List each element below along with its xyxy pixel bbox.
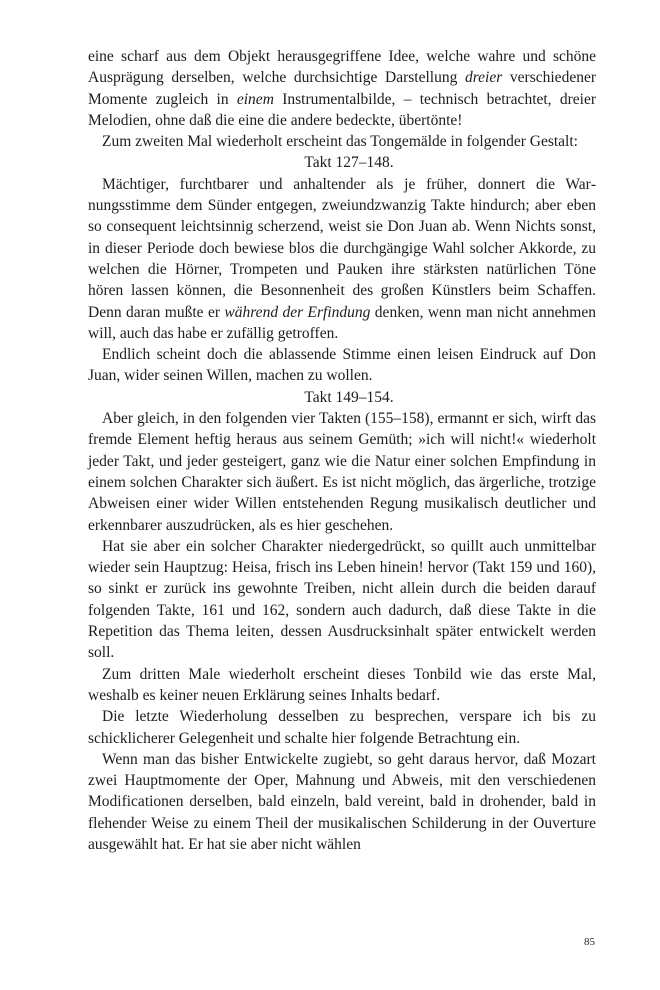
page-body xyxy=(88,46,596,855)
section-heading-takt-127-148: Takt 127–148. xyxy=(304,154,394,172)
paragraph-3 xyxy=(88,174,596,344)
paragraph-7: Zum dritten Male wiederholt erscheint dieses Tonbild wie das erste Mal, weshalb es keiner neuen Erklärung seines Inhalts bedarf. xyxy=(88,665,596,704)
paragraph-2: Zum zweiten Mal wiederholt erscheint das Tongemälde in folgender Gestalt: xyxy=(102,133,578,151)
paragraph-9: Wenn man das bisher Entwickelte zugiebt, so geht daraus hervor, daß Mozart zwei Hauptmomente der Oper, Mahnung und Abweis, mit den verschiedenen Modificationen derselben, bald einzeln, bald vereint, bald in drohender, bald in flehender Weise zu einem Theil der musikalischen Schilderung in der Ouverture ausgewählt hat. Er hat sie aber nicht wählen xyxy=(88,750,596,853)
paragraph-3-emphasis: während der Erfindung xyxy=(224,303,371,321)
page-number: 85 xyxy=(584,936,595,948)
paragraph-1-text-e: Instrumentalbilde, – technisch betrachtet, dreier Melodien, ohne daß die eine die andere bedeckte, übertönte! xyxy=(88,90,596,129)
paragraph-1-emphasis-dreier: dreier xyxy=(464,69,503,87)
paragraph-1-text-c: verschiedener Momente zugleich in xyxy=(88,69,596,108)
paragraph-6: Hat sie aber ein solcher Charakter niedergedrückt, so quillt auch unmittelbar wieder sein Hauptzug: Heisa, frisch ins Leben hinein! hervor (Takt 159 und 160), so sinkt er zurück ins gewohnte Treiben, nicht allein durch die beiden darauf folgenden Takte, 161 und 162, sondern auch dadurch, daß diese Takte in die Repetition das Thema leiten, dessen Ausdrucksinhalt später entwickelt werden soll. xyxy=(88,537,596,662)
paragraph-4: Endlich scheint doch die ablassende Stimme einen leisen Eindruck auf Don Juan, wider seinen Willen, machen zu wollen. xyxy=(88,346,596,385)
section-heading-takt-149-154: Takt 149–154. xyxy=(304,388,394,406)
paragraph-5: Aber gleich, in den folgenden vier Takten (155–158), ermannt er sich, wirft das fremde Element heftig heraus aus seinem Gemüth; »ich will nicht!« wiederholt jeder Takt, und jeder gesteigert, ganz wie die Natur einer solchen Empfindung in einem solchen Charakter sich äußert. Es ist nicht möglich, das ärgerliche, trotzige Abweisen einer wider Willen entstehenden Regung musikalisch deutlicher und erkennbarer auszudrücken, als es hier geschehen. xyxy=(88,410,596,534)
paragraph-1 xyxy=(88,46,596,131)
paragraph-1-text-a: eine scharf aus dem Objekt herausgegriffene Idee, welche wahre und schöne Ausprägung derselben, welche durchsichtige Darstellung xyxy=(88,48,596,87)
paragraph-8: Die letzte Wiederholung desselben zu besprechen, verspare ich bis zu schicklicherer Gelegenheit und schalte hier folgende Betrachtung ein. xyxy=(88,708,596,747)
paragraph-3-text-c: denken, wenn man nicht annehmen will, auch das habe er zufällig getroffen. xyxy=(88,303,596,342)
paragraph-1-emphasis-einem: einem xyxy=(236,90,274,108)
paragraph-3-text-a: Mächtiger, furchtbarer und anhaltender als je früher, donnert die Warnungsstimme dem Sünder entgegen, zweiundzwanzig Takte hindurch; aber eben so consequent leichtsinnig scherzend, weist sie Don Juan ab. Wenn Nichts sonst, in dieser Periode doch bewiese blos die durchgängige Wahl solcher Akkorde, zu welchen die Hörner, Trompeten und Pauken ihre stärksten natürlichen Töne hören lassen können, die Besonnenheit des großen Künstlers beim Schaffen. Denn daran mußte er xyxy=(88,175,596,321)
